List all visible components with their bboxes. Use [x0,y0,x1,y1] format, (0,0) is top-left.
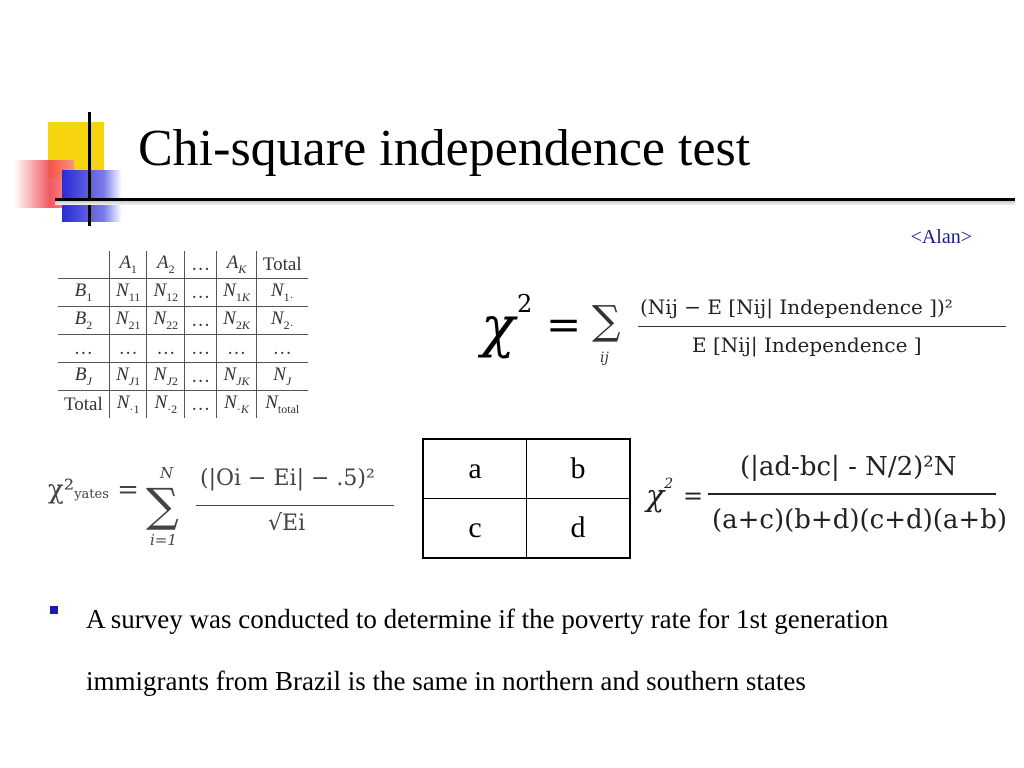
table-cell: … [185,391,217,419]
table-cell: $N_{total}$ [256,391,307,419]
logo-vertical-line [88,112,91,226]
table-cell: $N_{1\cdot}$ [256,279,307,307]
equals-sign: = [546,300,582,349]
table-cell: $N_{J1}$ [109,363,147,391]
title-rule [55,198,1015,205]
table-cell: $N_{1K}$ [217,279,257,307]
table-cell: $N_{\cdot 2}$ [147,391,185,419]
table-cell: $N_{22}$ [147,307,185,335]
bullet-marker [50,606,58,614]
yates-numerator: (|Oi − Ei| − .5)² [200,466,375,491]
table-cell: $A_2$ [147,251,185,279]
table-header-row [58,251,308,279]
table-cell: $B_J$ [58,363,109,391]
bullet-text: A survey was conducted to determine if the poverty rate for 1st generation immigrants from Brazil is the same in northern and southern states [86,604,889,696]
table-cell: $N_{2K}$ [217,307,257,335]
shortcut-denominator: (a+c)(b+d)(c+d)(a+b) [712,505,1007,535]
formula-numerator: (Nij − E [Nij| Independence ])² [640,295,953,319]
table-cell: … [109,335,147,363]
table-cell: a [423,439,527,499]
table-cell [58,251,109,279]
table-row [423,499,630,559]
yates-lhs: χ²yates = [48,475,139,505]
table-row [423,439,630,499]
table-cell: $A_1$ [109,251,147,279]
shortcut-fraction-bar [708,493,996,495]
table-cell: … [185,335,217,363]
yates-denominator: √Ei [268,511,306,536]
table-cell: d [527,499,631,559]
table-row [58,391,308,419]
shortcut-equals: = [683,482,704,510]
logo-blue-square [62,170,122,222]
table-cell: $N_{21}$ [109,307,147,335]
table-cell: $N_J$ [256,363,307,391]
table-row [58,335,308,363]
table-cell: $N_{\cdot 1}$ [109,391,147,419]
credit-label: <Alan> [910,226,972,248]
summation-symbol: ∑ [592,298,621,344]
table-cell: … [185,251,217,279]
table-cell: Total [256,251,307,279]
table-cell: … [217,335,257,363]
yates-upper-limit: N [160,464,174,482]
yates-summation: ∑ [146,478,179,532]
table-cell: … [185,279,217,307]
table-cell: … [185,307,217,335]
table-row [58,363,308,391]
table-cell: $B_1$ [58,279,109,307]
table-cell: $N_{11}$ [109,279,147,307]
chi-square-symbol: $\chi^2$ [481,290,533,360]
slide-title: Chi-square independence test [138,120,751,177]
two-by-two-table [422,438,631,559]
table-cell: $N_{2\cdot}$ [256,307,307,335]
shortcut-numerator: (|ad-bc| - N/2)²N [740,452,957,482]
table-cell: c [423,499,527,559]
contingency-table [58,251,308,418]
formula-denominator: E [Nij| Independence ] [692,333,922,357]
table-row [58,279,308,307]
yates-fraction-bar [196,505,394,506]
table-cell: … [147,335,185,363]
table-cell: $B_2$ [58,307,109,335]
table-cell: … [58,335,109,363]
table-cell: $N_{\cdot K}$ [217,391,257,419]
summation-index: ij [600,350,609,366]
table-row [58,307,308,335]
table-cell: $N_{JK}$ [217,363,257,391]
table-cell: $A_K$ [217,251,257,279]
fraction-bar [638,326,1006,327]
table-cell: … [256,335,307,363]
shortcut-chi-symbol: $\chi^2$ [646,476,674,514]
table-cell: Total [64,393,103,415]
table-cell: $N_{J2}$ [147,363,185,391]
yates-lower-limit: i=1 [150,531,177,549]
table-cell: b [527,439,631,499]
table-cell: … [185,363,217,391]
table-cell: $N_{12}$ [147,279,185,307]
